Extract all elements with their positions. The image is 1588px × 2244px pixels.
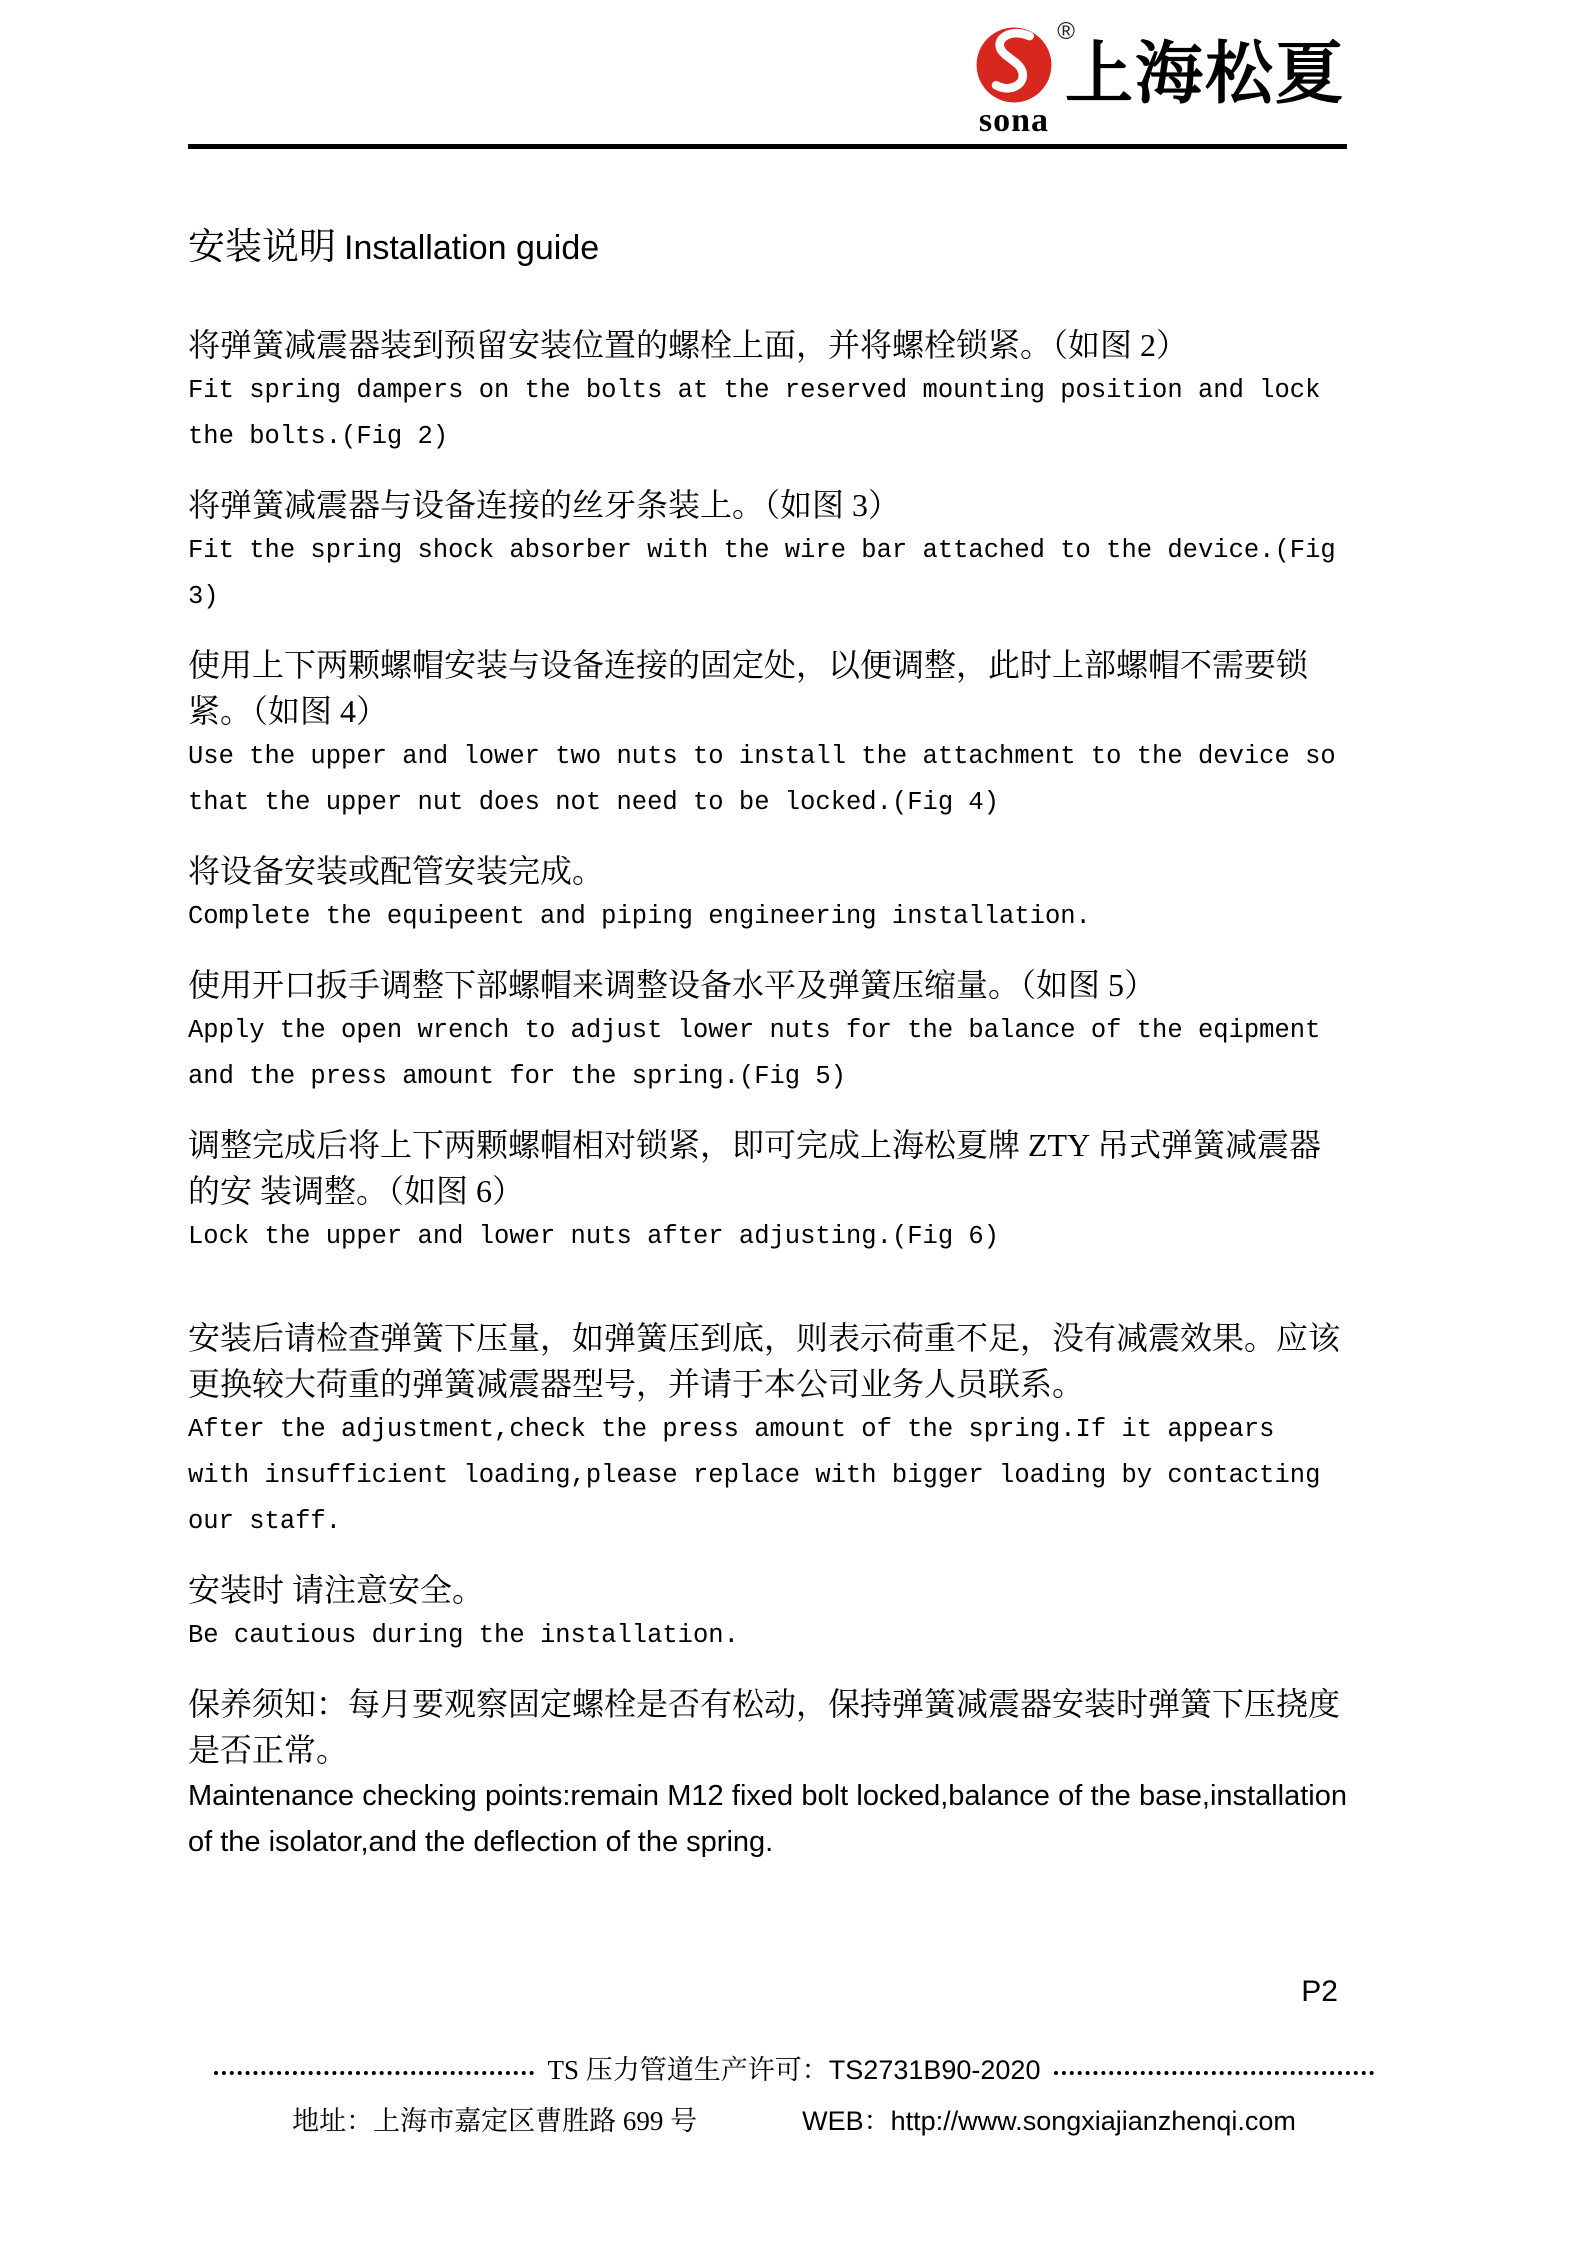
instruction-paragraph-6: [188, 1122, 1347, 1260]
title-chinese: 安装说明: [188, 227, 336, 268]
contact-line: [200, 2099, 1388, 2143]
website-text: WEB：http://www.songxiajianzhenqi.com: [802, 2106, 1296, 2136]
paragraph-english: Lock the upper and lower nuts after adjusting.(Fig 6): [188, 1222, 1000, 1251]
license-number: TS2731B90-2020: [828, 2055, 1041, 2085]
instruction-paragraph-5: [188, 962, 1347, 1100]
license-text: [548, 2048, 1041, 2097]
license-line: [200, 2048, 1388, 2097]
registered-trademark-icon: ®: [1057, 18, 1075, 45]
header-divider: [188, 144, 1347, 149]
logo-wordmark: sona: [978, 102, 1050, 139]
instruction-paragraph-2: [188, 482, 1347, 620]
license-label: TS 压力管道生产许可：: [547, 2055, 829, 2085]
paragraph-chinese: 使用开口扳手调整下部螺帽来调整设备水平及弹簧压缩量。（如图 5）: [188, 967, 1157, 1003]
sona-logo-icon: [975, 18, 1075, 104]
paragraph-english: After the adjustment,check the press amount of the spring.If it appears with insufficient loading,please replace with bigger loading by contacting our staff.: [188, 1415, 1321, 1536]
page-footer: [200, 2048, 1388, 2143]
instruction-paragraph-7: [188, 1315, 1347, 1545]
page-title: [188, 224, 1347, 272]
instruction-paragraph-1: [188, 322, 1347, 460]
document-content: [188, 224, 1347, 1865]
instruction-paragraph-3: [188, 642, 1347, 826]
paragraph-chinese: 调整完成后将上下两颗螺帽相对锁紧，即可完成上海松夏牌 ZTY 吊式弹簧减震器的安 装调整。（如图 6）: [188, 1127, 1322, 1209]
paragraph-chinese: 保养须知：每月要观察固定螺栓是否有松动，保持弹簧减震器安装时弹簧下压挠度是否正常。: [188, 1686, 1341, 1768]
paragraph-chinese: 使用上下两颗螺帽安装与设备连接的固定处，以便调整，此时上部螺帽不需要锁紧。（如图 4）: [188, 647, 1309, 729]
paragraph-chinese: 将弹簧减震器与设备连接的丝牙条装上。（如图 3）: [188, 487, 901, 523]
paragraph-english: Fit the spring shock absorber with the wire bar attached to the device.(Fig 3): [188, 536, 1336, 611]
brand-name: 上海松夏: [1064, 36, 1345, 112]
dotted-leader-left: [214, 2071, 534, 2075]
paragraph-english: Be cautious during the installation.: [188, 1621, 739, 1650]
instruction-paragraph-9: [188, 1681, 1347, 1865]
paragraph-english: Maintenance checking points:remain M12 fixed bolt locked,balance of the base,installation of the isolator,and the deflection of the spring.: [188, 1780, 1347, 1858]
company-logo: [975, 18, 1075, 139]
instruction-paragraph-4: [188, 848, 1347, 940]
paragraph-english: Use the upper and lower two nuts to install the attachment to the device so that the upper nut does not need to be locked.(Fig 4): [188, 742, 1336, 817]
paragraph-chinese: 安装时 请注意安全。: [188, 1572, 485, 1608]
paragraph-english: Apply the open wrench to adjust lower nuts for the balance of the eqipment and the press amount for the spring.(Fig 5): [188, 1016, 1321, 1091]
instruction-paragraph-8: [188, 1567, 1347, 1659]
paragraph-english: Fit spring dampers on the bolts at the reserved mounting position and lock the bolts.(Fig 2): [188, 376, 1321, 451]
paragraph-chinese: 将设备安装或配管安装完成。: [188, 853, 605, 889]
title-english: Installation guide: [344, 229, 600, 267]
dotted-leader-right: [1054, 2071, 1374, 2075]
page-header: [0, 0, 1588, 144]
page-number: P2: [1301, 1975, 1338, 2008]
paragraph-chinese: 安装后请检查弹簧下压量，如弹簧压到底，则表示荷重不足，没有减震效果。应该更换较大荷重的弹簧减震器型号，并请于本公司业务人员联系。: [188, 1320, 1341, 1402]
paragraph-english: Complete the equipeent and piping engineering installation.: [188, 902, 1091, 931]
paragraph-chinese: 将弹簧减震器装到预留安装位置的螺栓上面，并将螺栓锁紧。（如图 2）: [188, 327, 1189, 363]
address-text: 地址：上海市嘉定区曹胜路 699 号: [292, 2106, 698, 2136]
